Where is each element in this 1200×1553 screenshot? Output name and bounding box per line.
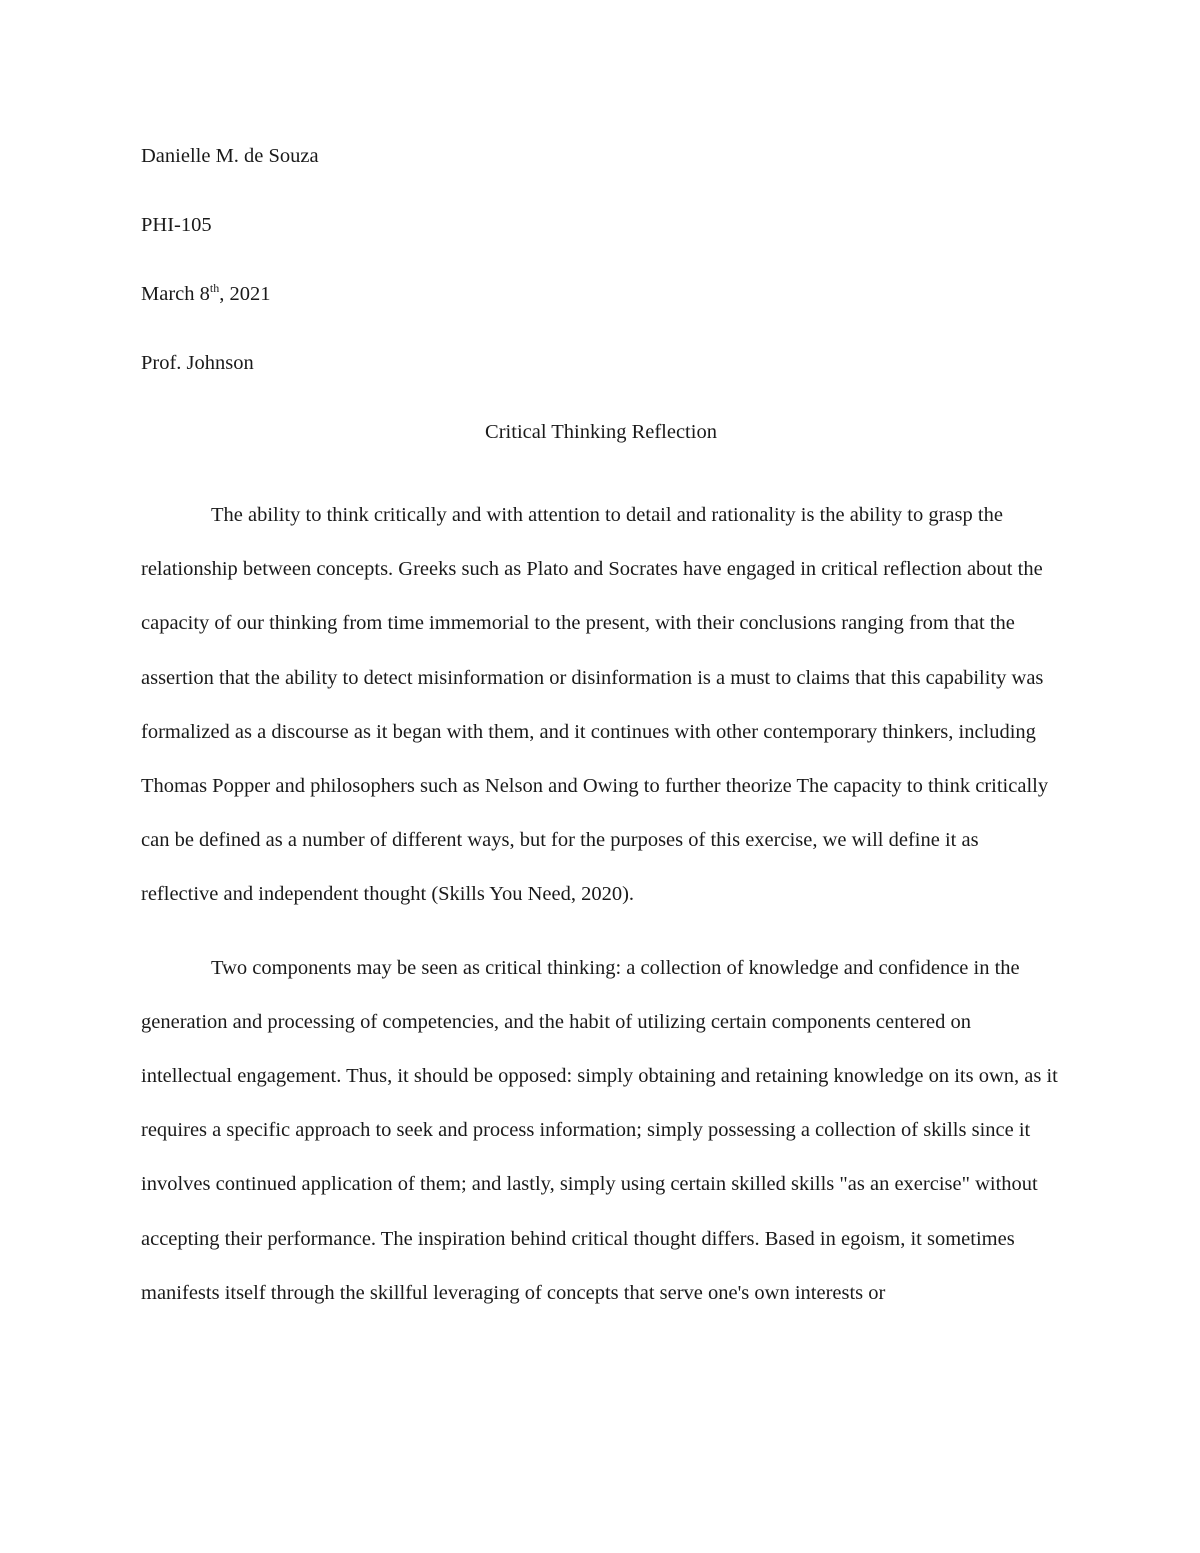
document-body <box>141 141 1061 1339</box>
paragraph-1: The ability to think critically and with attention to detail and rationality is the ability to grasp the relationship between concepts. Greeks such as Plato and Socrates have engaged in critical reflection about the capacity of our thinking from time immemorial to the present, with their conclusions ranging from that the assertion that the ability to detect misinformation or disinformation is a must to claims that this capability was formalized as a discourse as it began with them, and it continues with other contemporary thinkers, including Thomas Popper and philosophers such as Nelson and Owing to further theorize The capacity to think critically can be defined as a number of different ways, but for the purposes of this exercise, we will define it as reflective and independent thought (Skills You Need, 2020). <box>141 504 1049 906</box>
author-name: Danielle M. de Souza <box>141 145 319 167</box>
date-ordinal-suffix: th <box>209 281 220 295</box>
date-line <box>141 279 1061 348</box>
date-year: , 2021 <box>219 283 271 305</box>
essay-title: Critical Thinking Reflection <box>485 421 717 443</box>
date-month-day: March 8 <box>141 283 210 305</box>
paragraph-2: Two components may be seen as critical thinking: a collection of knowledge and confidence in the generation and processing of competencies, and the habit of utilizing certain components centered on intellectual engagement. Thus, it should be opposed: simply obtaining and retaining knowledge on its own, as it requires a specific approach to seek and process information; simply possessing a collection of skills since it involves continued application of them; and lastly, simply using certain skilled skills "as an exercise" without accepting their performance. The inspiration behind critical thought differs. Based in egoism, it sometimes manifests itself through the skillful leveraging of concepts that serve one's own interests or <box>141 956 1058 1304</box>
course-code: PHI-105 <box>141 214 212 236</box>
professor-name: Prof. Johnson <box>141 352 254 374</box>
